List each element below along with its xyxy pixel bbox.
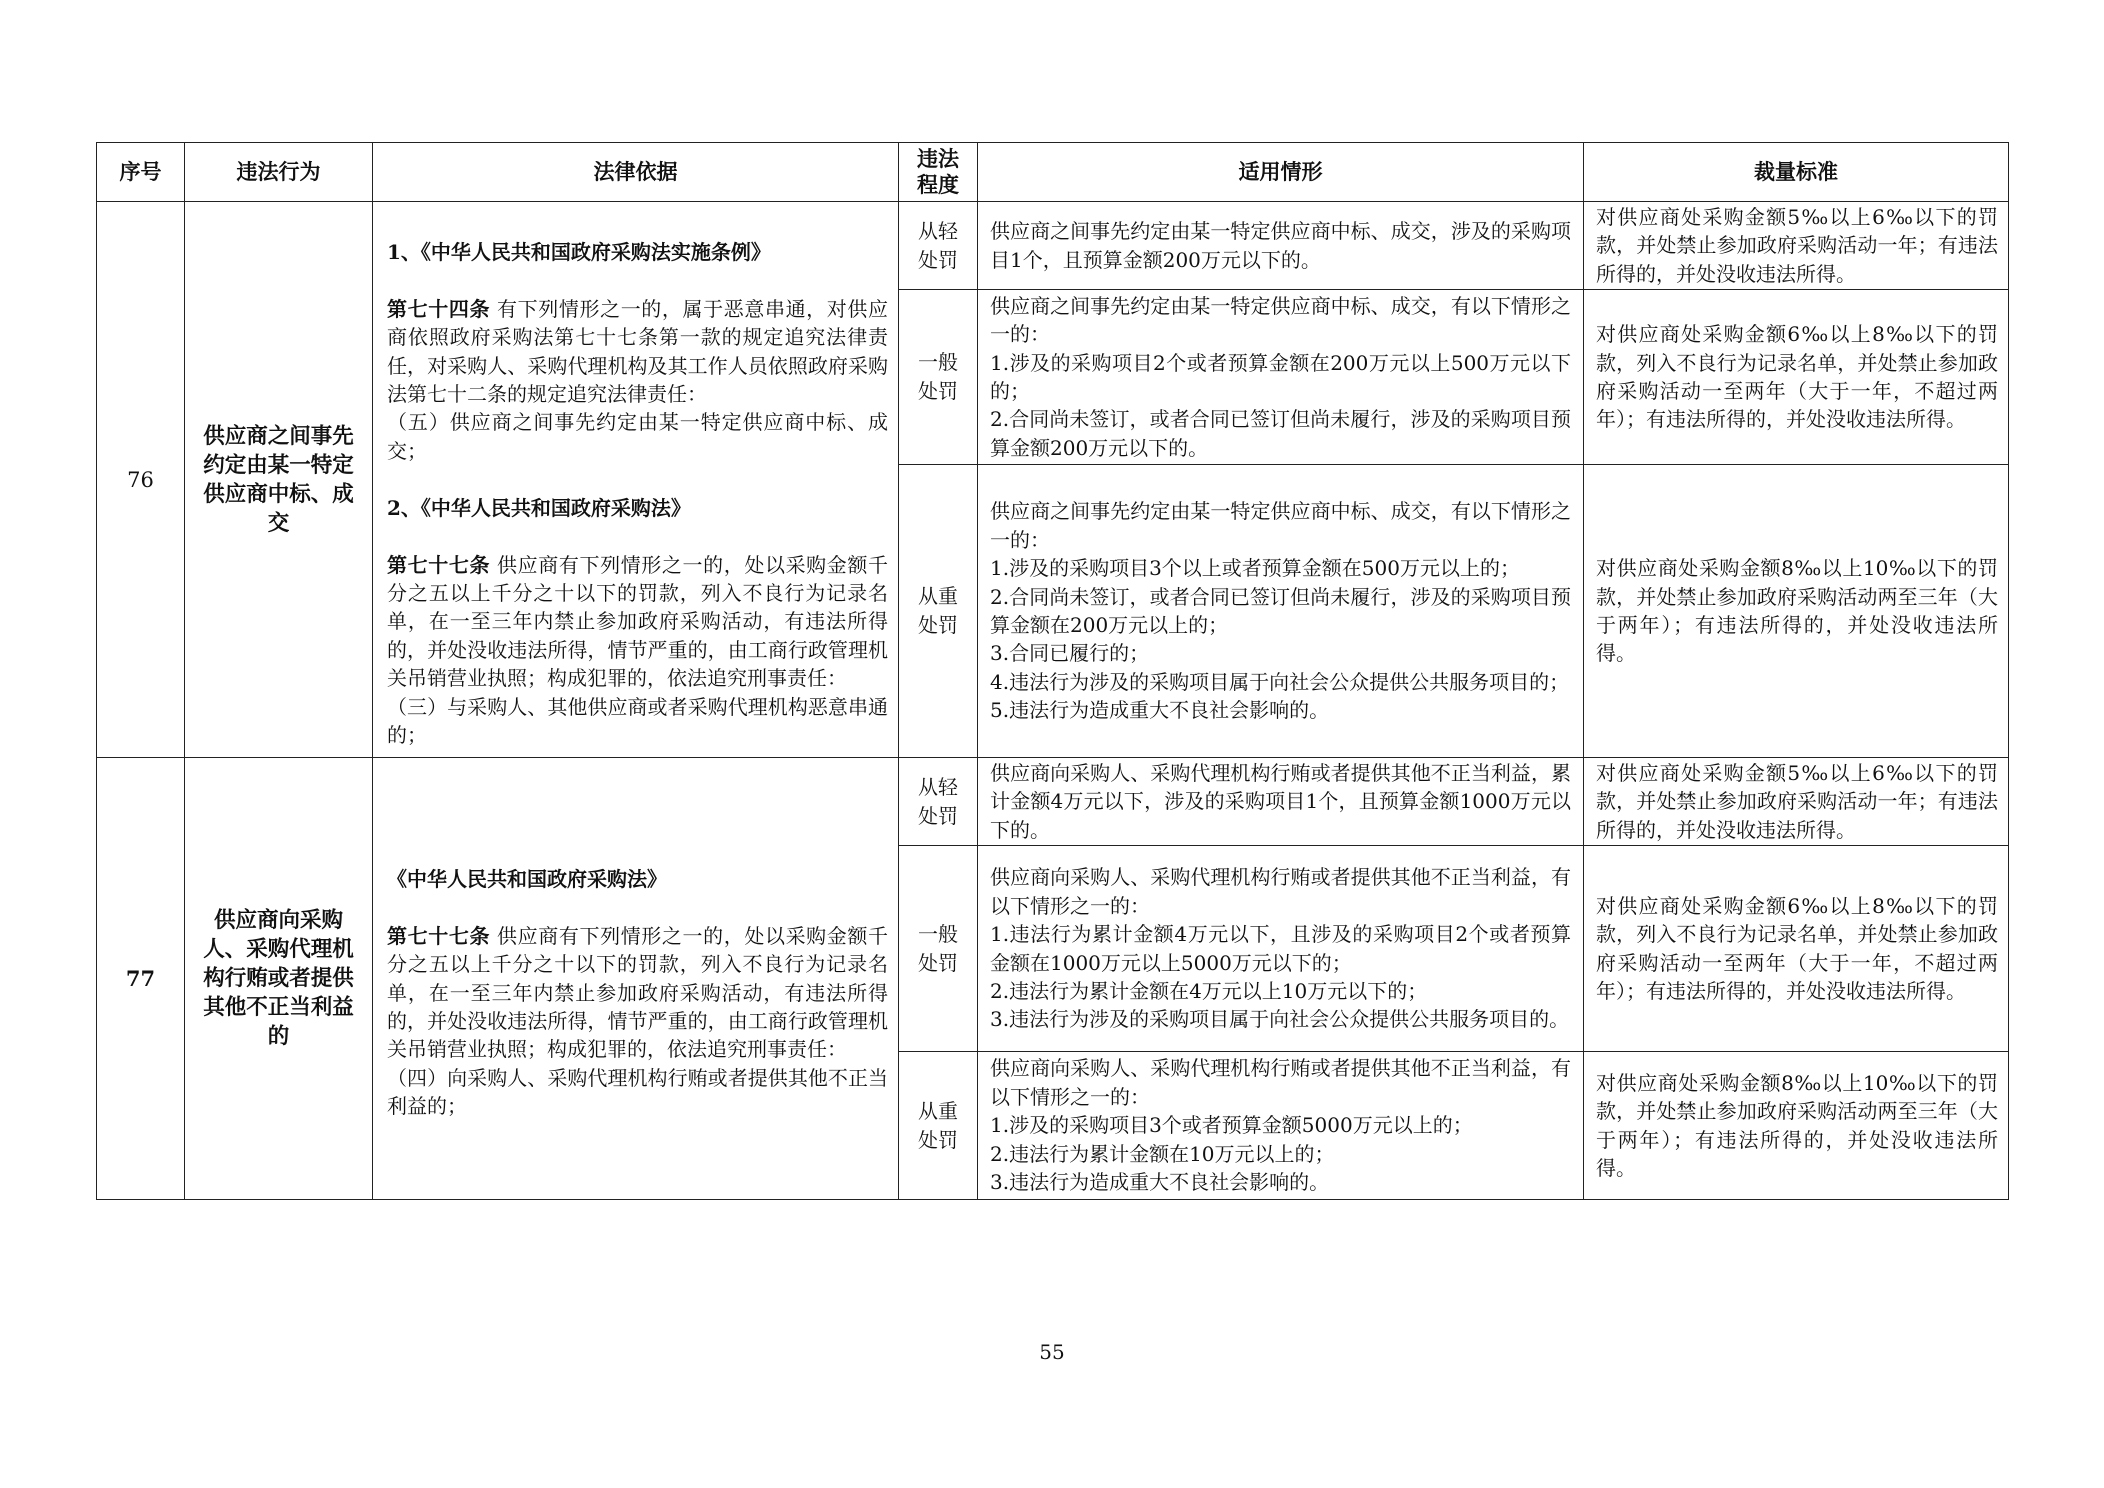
basis-title: 2、《中华人民共和国政府采购法》 bbox=[387, 495, 691, 520]
header-num: 序号 bbox=[97, 143, 185, 202]
page-number: 55 bbox=[1039, 1340, 1065, 1364]
degree-light: 从轻 处罚 bbox=[899, 758, 978, 846]
header-situation: 适用情形 bbox=[978, 143, 1584, 202]
standard-cell: 对供应商处采购金额5‰以上6‰以下的罚款，并处禁止参加政府采购活动一年；有违法所得的，并处没收违法所得。 bbox=[1584, 202, 2009, 290]
degree-normal: 一般 处罚 bbox=[899, 290, 978, 465]
degree-heavy: 从重 处罚 bbox=[899, 465, 978, 758]
basis-title: 1、《中华人民共和国政府采购法实施条例》 bbox=[387, 240, 771, 265]
degree-heavy: 从重 处罚 bbox=[899, 1052, 978, 1200]
standard-cell: 对供应商处采购金额8‰以上10‰以下的罚款，并处禁止参加政府采购活动两至三年（大于两年）；有违法所得的，并处没收违法所得。 bbox=[1584, 465, 2009, 758]
standard-cell: 对供应商处采购金额6‰以上8‰以下的罚款，列入不良行为记录名单，并处禁止参加政府采购活动一至两年（大于一年，不超过两年）；有违法所得的，并处没收违法所得。 bbox=[1584, 846, 2009, 1052]
violation-act: 供应商向采购人、采购代理机构行贿或者提供其他不正当利益的 bbox=[185, 758, 373, 1200]
header-act: 违法行为 bbox=[185, 143, 373, 202]
situation-cell: 供应商之间事先约定由某一特定供应商中标、成交，涉及的采购项目1个，且预算金额200万元以下的。 bbox=[978, 202, 1584, 290]
row-number: 77 bbox=[97, 758, 185, 1200]
table-row bbox=[97, 202, 2009, 290]
situation-cell: 供应商向采购人、采购代理机构行贿或者提供其他不正当利益，有以下情形之一的： 1.违法行为累计金额4万元以下，且涉及的采购项目2个或者预算金额在1000万元以上5000万元以下的； 2.违法行为累计金额在4万元以上10万元以下的； 3.违法行为涉及的采购项目属于向社会公众提供公共服务项目的。 bbox=[978, 846, 1584, 1052]
legal-basis bbox=[373, 202, 899, 758]
header-basis: 法律依据 bbox=[373, 143, 899, 202]
degree-normal: 一般 处罚 bbox=[899, 846, 978, 1052]
row-number: 76 bbox=[97, 202, 185, 758]
situation-cell: 供应商向采购人、采购代理机构行贿或者提供其他不正当利益，累计金额4万元以下，涉及的采购项目1个，且预算金额1000万元以下的。 bbox=[978, 758, 1584, 846]
basis-article: 第七十七条 bbox=[387, 923, 491, 948]
situation-cell: 供应商之间事先约定由某一特定供应商中标、成交，有以下情形之一的： 1.涉及的采购项目3个以上或者预算金额在500万元以上的； 2.合同尚未签订，或者合同已签订但尚未履行，涉及的采购项目预算金额在200万元以上的； 3.合同已履行的； 4.违法行为涉及的采购项目属于向社会公众提供公共服务项目的； 5.违法行为造成重大不良社会影响的。 bbox=[978, 465, 1584, 758]
standard-cell: 对供应商处采购金额6‰以上8‰以下的罚款，列入不良行为记录名单，并处禁止参加政府采购活动一至两年（大于一年，不超过两年）；有违法所得的，并处没收违法所得。 bbox=[1584, 290, 2009, 465]
basis-text: 供应商有下列情形之一的，处以采购金额千分之五以上千分之十以下的罚款，列入不良行为记录名单，在一至三年内禁止参加政府采购活动，有违法所得的，并处没收违法所得，情节严重的，由工商行政管理机关吊销营业执照；构成犯罪的，依法追究刑事责任： （三）与采购人、其他供应商或者采购代理机构恶意串通的； bbox=[387, 552, 889, 747]
standard-cell: 对供应商处采购金额5‰以上6‰以下的罚款，并处禁止参加政府采购活动一年；有违法所得的，并处没收违法所得。 bbox=[1584, 758, 2009, 846]
basis-text: 供应商有下列情形之一的，处以采购金额千分之五以上千分之十以下的罚款，列入不良行为记录名单，在一至三年内禁止参加政府采购活动，有违法所得的，并处没收违法所得，情节严重的，由工商行政管理机关吊销营业执照；构成犯罪的，依法追究刑事责任： （四）向采购人、采购代理机构行贿或者提供其他不正当利益的； bbox=[387, 923, 889, 1119]
legal-basis bbox=[373, 758, 899, 1200]
basis-title: 《中华人民共和国政府采购法》 bbox=[387, 866, 667, 891]
header-standard: 裁量标准 bbox=[1584, 143, 2009, 202]
basis-article: 第七十四条 bbox=[387, 296, 491, 321]
basis-article: 第七十七条 bbox=[387, 552, 491, 577]
violation-act: 供应商之间事先约定由某一特定供应商中标、成交 bbox=[185, 202, 373, 758]
degree-light: 从轻 处罚 bbox=[899, 202, 978, 290]
situation-cell: 供应商之间事先约定由某一特定供应商中标、成交，有以下情形之一的： 1.涉及的采购项目2个或者预算金额在200万元以上500万元以下的； 2.合同尚未签订，或者合同已签订但尚未履行，涉及的采购项目预算金额200万元以下的。 bbox=[978, 290, 1584, 465]
header-degree: 违法 程度 bbox=[899, 143, 978, 202]
table-row bbox=[97, 758, 2009, 846]
situation-cell: 供应商向采购人、采购代理机构行贿或者提供其他不正当利益，有以下情形之一的： 1.涉及的采购项目3个或者预算金额5000万元以上的； 2.违法行为累计金额在10万元以上的； 3.违法行为造成重大不良社会影响的。 bbox=[978, 1052, 1584, 1200]
standard-cell: 对供应商处采购金额8‰以上10‰以下的罚款，并处禁止参加政府采购活动两至三年（大于两年）；有违法所得的，并处没收违法所得。 bbox=[1584, 1052, 2009, 1200]
table-header-row bbox=[97, 143, 2009, 202]
penalty-table bbox=[96, 142, 2009, 1200]
basis-text: 有下列情形之一的，属于恶意串通，对供应商依照政府采购法第七十七条第一款的规定追究法律责任，对采购人、采购代理机构及其工作人员依照政府采购法第七十二条的规定追究法律责任： （五）供应商之间事先约定由某一特定供应商中标、成交； bbox=[387, 296, 889, 463]
